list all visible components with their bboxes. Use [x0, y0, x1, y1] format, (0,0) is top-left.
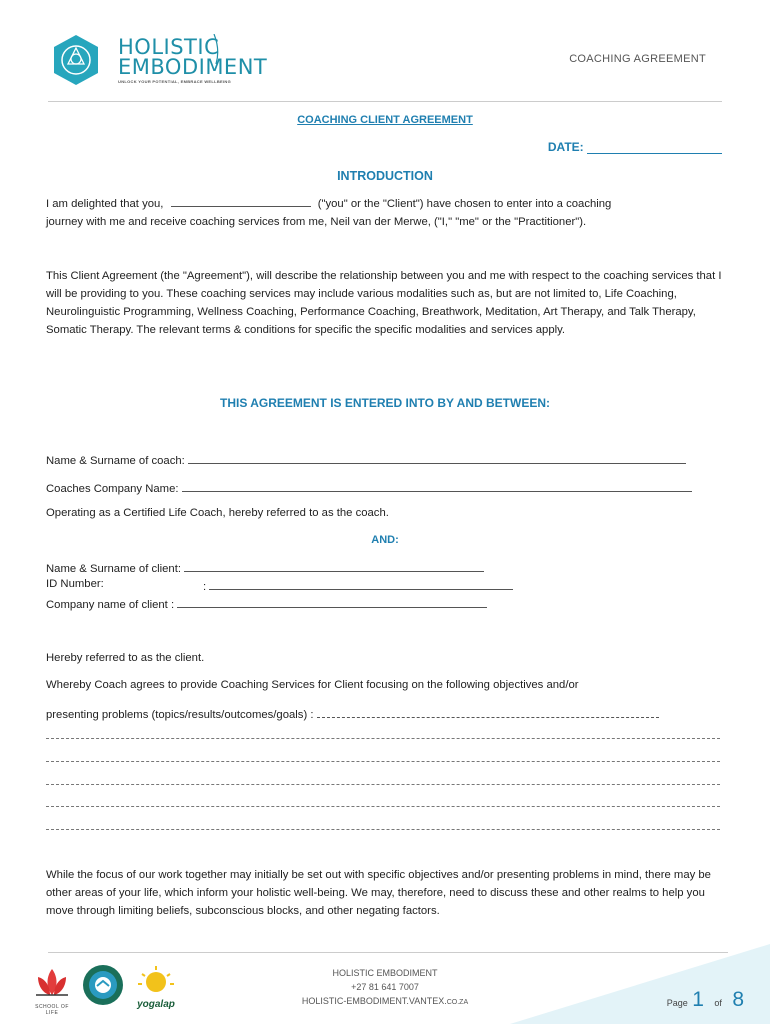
date-label: DATE:: [547, 140, 584, 154]
coach-company-field: [46, 480, 692, 495]
intro-text-b: ("you" or the "Client") have chosen to enter into a coaching: [317, 198, 612, 210]
client-company-input[interactable]: [177, 596, 487, 608]
intro-text-a: I am delighted that you,: [46, 198, 164, 210]
presenting-input[interactable]: [317, 706, 659, 718]
coach-company-input[interactable]: [182, 480, 692, 492]
page-label: Page: [666, 998, 688, 1008]
logo-icon: [50, 34, 102, 86]
id-number-entry: [203, 578, 513, 593]
objective-line-3[interactable]: [46, 784, 720, 785]
footer-company: HOLISTIC EMBODIMENT: [332, 968, 438, 978]
client-name-blank[interactable]: [171, 195, 311, 207]
objective-line-2[interactable]: [46, 761, 720, 762]
client-name-field: [46, 560, 484, 575]
of-label: of: [714, 998, 722, 1008]
school-of-life-text: SCHOOL OF LIFE: [35, 1004, 69, 1016]
page-total: 8: [732, 988, 744, 1011]
coach-name-label: Name & Surname of coach:: [46, 455, 185, 467]
header-doc-label: COACHING AGREEMENT: [569, 53, 706, 65]
operating-text: Operating as a Certified Life Coach, hereby referred to as the coach.: [46, 507, 389, 519]
date-line[interactable]: [587, 141, 722, 154]
referred-client-text: Hereby referred to as the client.: [46, 652, 205, 664]
date-field: [548, 140, 722, 154]
agreement-paragraph: This Client Agreement (the "Agreement"), will describe the relationship between you and me with respect to the coaching services that I will be providing to you. These coaching services may include various modalities such as, but are not limited to, Life Coaching, Neurolinguistic Programming, Wellness Coaching, Performance Coaching, Breathwork, Meditation, Art Therapy, and Talk Therapy, Somatic Therapy. The relevant terms & conditions for specific the specific modalities and services apply.: [46, 270, 722, 336]
page-number: 1: [692, 988, 704, 1011]
id-number-label: ID Number:: [46, 578, 104, 590]
footer-contact: [0, 966, 770, 1010]
footer-phone[interactable]: +27 81 641 7007: [351, 982, 419, 992]
document-title: COACHING CLIENT AGREEMENT: [297, 114, 473, 126]
intro-paragraph: [46, 195, 726, 231]
whereby-text: Whereby Coach agrees to provide Coaching Services for Client focusing on the following objectives and/or: [46, 679, 579, 691]
intro-text-c: journey with me and receive coaching services from me, Neil van der Merwe, ("I," "me" or the "Practitioner").: [46, 216, 587, 228]
objective-line-4[interactable]: [46, 806, 720, 807]
intro-heading: INTRODUCTION: [337, 169, 433, 183]
objective-line-5[interactable]: [46, 829, 720, 830]
feather-icon: [212, 34, 220, 64]
page-indicator: [667, 988, 744, 1012]
and-heading: AND:: [371, 534, 399, 546]
presenting-label: presenting problems (topics/results/outcomes/goals) :: [46, 709, 314, 721]
footer-website-tld: CO.ZA: [446, 999, 469, 1006]
client-company-field: [46, 596, 487, 611]
id-number-colon: :: [203, 581, 207, 593]
focus-paragraph: While the focus of our work together may initially be set out with specific objectives and/or presenting problems in mind, there may be other areas of your life, which inform your holistic well-being. We may, therefore, need to discuss these and other realms to help you move through limiting beliefs, subconscious blocks, and other negating factors.: [46, 869, 711, 917]
id-number-input[interactable]: [209, 578, 513, 590]
logo-tagline: UNLOCK YOUR POTENTIAL, EMBRACE WELLBEING: [118, 79, 232, 84]
logo-text-line2: EMBODIMENT: [118, 55, 268, 79]
footer-website-main: HOLISTIC-EMBODIMENT.VANTEX.: [301, 996, 447, 1006]
header-divider: [48, 101, 722, 102]
coach-name-input[interactable]: [188, 452, 686, 464]
id-number-field: [46, 578, 104, 590]
client-name-input[interactable]: [184, 560, 484, 572]
between-heading: THIS AGREEMENT IS ENTERED INTO BY AND BETWEEN:: [219, 396, 551, 410]
objective-line-1[interactable]: [46, 738, 720, 739]
footer-website[interactable]: [0, 994, 770, 1010]
presenting-field: [46, 706, 659, 721]
coach-company-label: Coaches Company Name:: [46, 483, 179, 495]
client-company-label: Company name of client :: [46, 599, 175, 611]
client-name-label: Name & Surname of client:: [46, 563, 181, 575]
coach-name-field: [46, 452, 686, 467]
logo-text-line1: HOLISTIC: [118, 35, 220, 59]
yogalap-text: yogalap: [137, 999, 175, 1010]
